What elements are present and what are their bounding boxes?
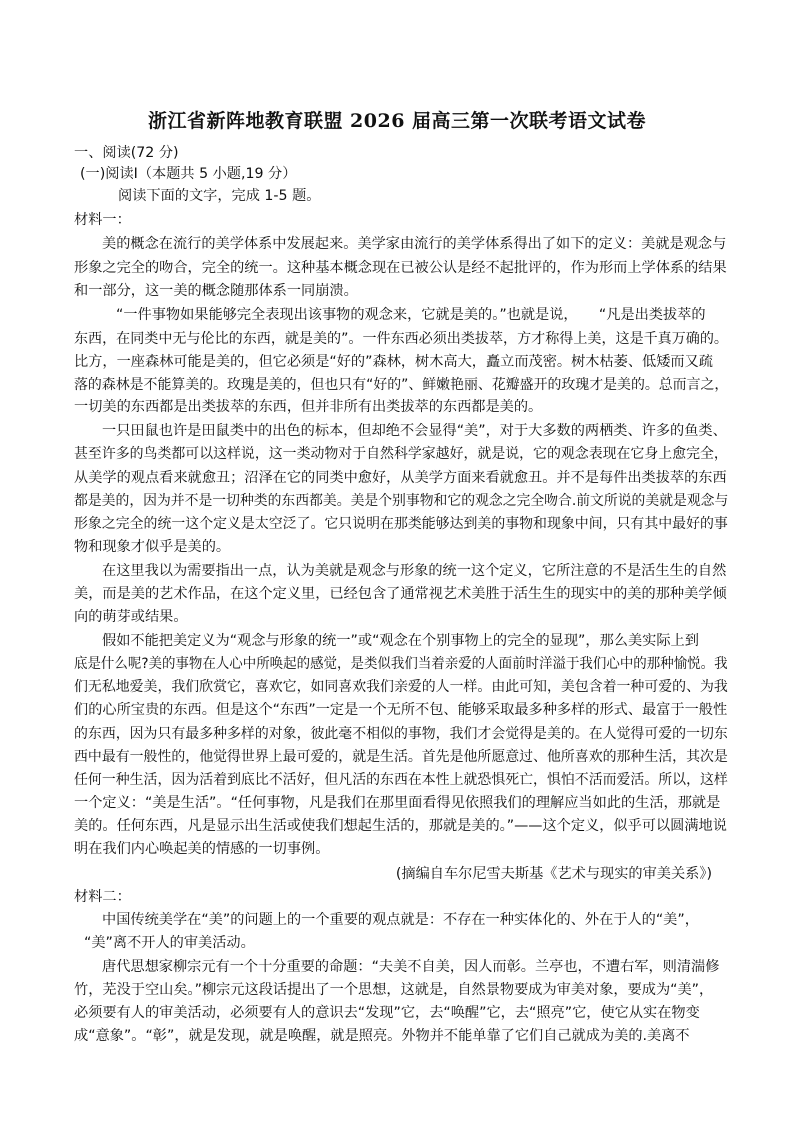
material1-line: 一只田鼠也许是田鼠类中的出色的标本，但却绝不会显得“美”，对于大多数的两栖类、许多的鱼类、 (102, 423, 727, 439)
material1-line: 都是美的，因为并不是一切种类的东西都美。美是个别事物和它的观念之完全吻合.前文所说的美就是观念与 (74, 493, 729, 509)
material1-line: 明在我们内心唤起美的情感的一切事例。 (74, 841, 330, 857)
material2-line: 中国传统美学在“美”的问题上的一个重要的观点就是：不存在一种实体化的、外在于人的“美”， (102, 912, 699, 928)
material1-line: 向的萌芽或结果。 (74, 609, 188, 625)
material1-line: 东西，在同类中无与伦比的东西，就是美的”。一件东西必须出类拔萃，方才称得上美，这是千真万确的。 (74, 331, 728, 347)
material2-label: 材料二： (74, 889, 131, 905)
material2-line: 成“意象”。“彰”，就是发现，就是唤醒，就是照亮。外物并不能单靠了它们自己就成为美的.美离不 (74, 1028, 690, 1044)
section-heading: 一、阅读(72 分) (74, 145, 179, 161)
material1-line: 一个定义：“美是生活”。“任何事物，凡是我们在那里面看得见依照我们的理解应当如此的生活，那就是 (74, 795, 721, 811)
material1-line: 们的心所宝贵的东西。但是这个“东西”一定是一个无所不包、能够采取最多种多样的形式、最富于一般性 (74, 702, 728, 718)
material1-line: 物和现象才似乎是美的。 (74, 539, 231, 555)
material1-line: 任何一种生活，因为活着到底比不活好，但凡活的东西在本性上就恐惧死亡，惧怕不活而爱活。所以，这样 (74, 772, 728, 788)
material1-line: 们无私地爱美，我们欣赏它，喜欢它，如同喜欢我们亲爱的人一样。由此可知，美包含着一种可爱的、为我 (74, 679, 728, 695)
material2-line: “美”离不开人的审美活动。 (84, 935, 255, 951)
material1-line: 在这里我以为需要指出一点，认为美就是观念与形象的统一这个定义，它所注意的不是活生生的自然 (102, 563, 727, 579)
material1-line: 西中最有一般性的，他觉得世界上最可爱的，就是生活。首先是他所愿意过、他所喜欢的那种生活，其次是 (74, 749, 728, 765)
material1-line: 假如不能把美定义为“观念与形象的统一”或“观念在个别事物上的完全的显现”，那么美实际上到 (102, 633, 699, 649)
material1-line: “一件事物如果能够完全表现出该事物的观念来，它就是美的。”也就是说， “凡是出类拔萃的 (116, 307, 706, 323)
material1-line: 和一部分，这一美的概念随那体系一同崩溃。 (74, 283, 358, 299)
material1-source: (摘编自车尔尼雪夫斯基《艺术与现实的审美关系》) (395, 866, 712, 882)
material1-line: 美，而是美的艺术作品，在这个定义里，已经包含了通常视艺术美胜于活生生的现实中的美的那种美学倾 (74, 586, 727, 602)
material1-line: 落的森林是不能算美的。玫瑰是美的，但也只有“好的”、鲜嫩艳丽、花瓣盛开的玫瑰才是美的。总而言之， (74, 377, 729, 393)
material1-line: 美的概念在流行的美学体系中发展起来。美学家由流行的美学体系得出了如下的定义：美就是观念与 (102, 236, 727, 252)
material1-line: 形象之完全的吻合，完全的统一。这种基本概念现在已被公认是经不起批评的，作为形而上学体系的结果 (74, 260, 727, 276)
subsection-heading: (一)阅读Ⅰ（本题共 5 小题,19 分） (80, 166, 297, 182)
material2-line: 竹，芜没于空山矣。”柳宗元这段话提出了一个思想，这就是，自然景物要成为审美对象，要成为“美”， (74, 982, 714, 998)
material1-line: 甚至许多的鸟类都可以这样说，这一类动物对于自然科学家越好，就是说，它的观念表现在它身上愈完全， (74, 446, 728, 462)
material2-line: 唐代思想家柳宗元有一个十分重要的命题：“夫美不自美，因人而彰。兰亭也，不遭右军，则清湍修 (102, 959, 720, 975)
instruction: 阅读下面的文字，完成 1-5 题。 (118, 188, 321, 204)
exam-title: 浙江省新阵地教育联盟 2026 届高三第一次联考语文试卷 (147, 110, 647, 132)
material1-label: 材料一： (74, 212, 131, 228)
material2-line: 必须要有人的审美活动，必须要有人的意识去“发现”它，去“唤醒”它，去“照亮”它，使它从实在物变 (74, 1005, 700, 1021)
material1-line: 从美学的观点看来就愈丑；沼泽在它的同类中愈好，从美学方面来看就愈丑。并不是每件出类拔萃的东西 (74, 470, 727, 486)
material1-line: 美的。任何东西，凡是显示出生活或使我们想起生活的，那就是美的。”——这个定义，似乎可以圆满地说 (74, 818, 727, 834)
material1-line: 比方，一座森林可能是美的，但它必须是“好的”森林，树木高大，矗立而茂密。树木枯萎、低矮而又疏 (74, 354, 713, 370)
material1-line: 形象之完全的统一这个定义是太空泛了。它只说明在那类能够达到美的事物和现象中间，只有其中最好的事 (74, 516, 728, 532)
material1-line: 一切美的东西都是出类拔萃的东西，但并非所有出类拔萃的东西都是美的。 (74, 399, 543, 415)
material1-line: 的东西，因为只有最多种多样的对象，彼此毫不相似的事物，我们才会觉得是美的。在人觉得可爱的一切东 (74, 726, 728, 742)
material1-line: 底是什么呢?美的事物在人心中所唤起的感觉，是类似我们当着亲爱的人面前时洋溢于我们心中的那种愉悦。我 (74, 656, 728, 672)
